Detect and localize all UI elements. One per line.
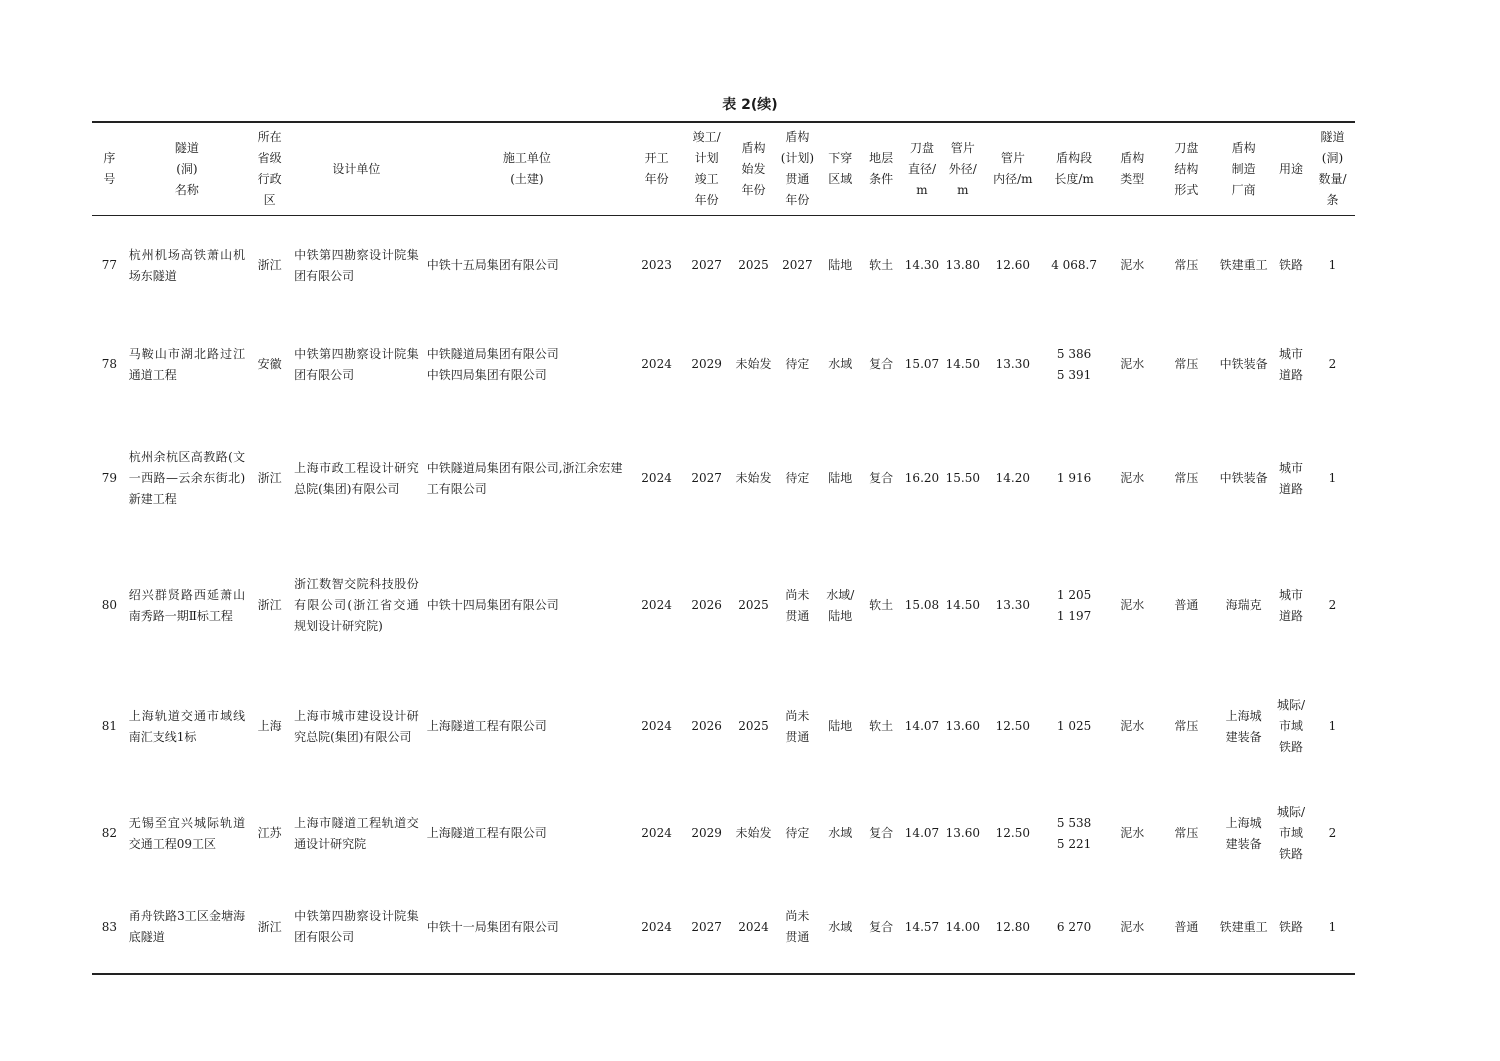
cell-through: 尚未 贯通	[785, 587, 810, 623]
cell-count: 1	[1328, 719, 1337, 733]
cell-inner: 12.50	[995, 826, 1031, 840]
cell-stratum: 软土	[869, 258, 894, 273]
column-header-15: 盾构 类型	[1107, 122, 1158, 216]
table-row	[92, 414, 1355, 544]
cell-design: 上海市政工程设计研究总院(集团)有限公司	[294, 460, 419, 496]
cell-stratum: 复合	[869, 826, 894, 840]
cell-form: 常压	[1174, 471, 1199, 485]
column-header-1: 隧道 (洞) 名称	[127, 122, 247, 216]
table-row	[92, 216, 1355, 316]
table-caption: 表 2(续)	[722, 97, 778, 113]
column-header-0: 序 号	[92, 122, 127, 216]
cell-builder: 上海隧道工程有限公司	[426, 719, 547, 733]
cell-cutter: 14.57	[903, 882, 942, 974]
cell-builder: 上海隧道工程有限公司	[426, 826, 547, 840]
cell-inner: 12.50	[995, 719, 1031, 733]
cell-start: 2024	[633, 882, 680, 974]
cell-through: 尚未 贯通	[785, 708, 810, 744]
cell-stratum: 复合	[869, 471, 894, 485]
table-row	[92, 668, 1355, 786]
cell-count: 2	[1328, 598, 1337, 612]
cell-builder: 中铁十一局集团有限公司	[421, 882, 633, 974]
table-row	[92, 544, 1355, 668]
column-header-9: 下穿 区域	[821, 122, 860, 216]
cell-type: 泥水	[1120, 598, 1145, 612]
cell-length: 1 916	[1056, 471, 1092, 485]
column-header-17: 盾构 制造 厂商	[1215, 122, 1272, 216]
cell-prov: 浙江	[257, 471, 282, 485]
cell-use: 城市 道路	[1279, 346, 1304, 382]
cell-through: 尚未 贯通	[774, 882, 821, 974]
cell-form: 常压	[1174, 826, 1199, 840]
cell-design: 中铁第四勘察设计院集团有限公司	[294, 247, 419, 283]
cell-use: 城际/ 市域 铁路	[1277, 698, 1306, 754]
cell-outer: 14.50	[945, 357, 980, 371]
cell-builder: 中铁十四局集团有限公司	[426, 598, 559, 612]
cell-finish: 2027	[691, 471, 722, 485]
cell-prov: 上海	[257, 719, 282, 733]
cell-stratum: 复合	[860, 882, 903, 974]
cell-use: 城市 道路	[1279, 460, 1304, 496]
cell-through: 待定	[785, 471, 810, 485]
cell-start: 2024	[641, 719, 672, 733]
column-header-12: 管片 外径/ m	[941, 122, 984, 216]
cell-launch: 未始发	[735, 357, 772, 371]
cell-finish: 2027	[680, 882, 733, 974]
table-body	[92, 216, 1355, 974]
column-header-5: 开工 年份	[633, 122, 680, 216]
cell-outer: 13.60	[945, 826, 980, 840]
cell-design: 上海市城市建设设计研究总院(集团)有限公司	[294, 708, 419, 744]
cell-length: 6 270	[1041, 882, 1106, 974]
cell-name: 杭州余杭区高教路(文一西路—云余东街北)新建工程	[128, 450, 246, 506]
cell-form: 普通	[1174, 598, 1199, 612]
cell-maker: 中铁装备	[1219, 471, 1268, 485]
cell-inner: 13.30	[995, 357, 1031, 371]
cell-area: 水域	[821, 882, 860, 974]
cell-start: 2024	[641, 471, 672, 485]
cell-no: 80	[101, 598, 117, 612]
cell-cutter: 15.08	[904, 598, 940, 612]
table-row	[92, 882, 1355, 974]
cell-name: 上海轨道交通市域线南汇支线1标	[128, 708, 246, 744]
cell-no: 83	[92, 882, 127, 974]
cell-finish: 2026	[691, 719, 722, 733]
cell-design: 浙江数智交院科技股份有限公司(浙江省交通规划设计研究院)	[294, 577, 419, 633]
cell-no: 79	[101, 471, 117, 485]
cell-builder: 中铁隧道局集团有限公司 中铁四局集团有限公司	[426, 346, 559, 382]
column-header-19: 隧道 (洞) 数量/ 条	[1310, 122, 1355, 216]
cell-cutter: 14.07	[904, 826, 940, 840]
cell-area: 陆地	[828, 258, 853, 273]
cell-cutter: 15.07	[904, 357, 940, 371]
cell-maker: 铁建重工	[1215, 882, 1272, 974]
column-header-8: 盾构 (计划) 贯通 年份	[774, 122, 821, 216]
cell-form: 常压	[1174, 357, 1199, 371]
cell-maker: 上海城 建装备	[1225, 708, 1262, 744]
cell-length: 4 068.7	[1051, 258, 1097, 273]
cell-through: 待定	[785, 826, 810, 840]
column-header-16: 刀盘 结构 形式	[1158, 122, 1215, 216]
cell-type: 泥水	[1120, 826, 1145, 840]
column-header-14: 盾构段 长度/m	[1041, 122, 1106, 216]
cell-through: 2027	[782, 258, 813, 273]
cell-start: 2024	[641, 357, 672, 371]
cell-area: 陆地	[828, 471, 853, 485]
table-row	[92, 316, 1355, 414]
cell-design: 中铁第四勘察设计院集团有限公司	[294, 346, 419, 382]
cell-count: 1	[1310, 882, 1355, 974]
cell-count: 2	[1328, 357, 1337, 371]
column-header-13: 管片 内径/m	[984, 122, 1041, 216]
cell-no: 77	[101, 258, 117, 273]
cell-launch: 未始发	[735, 826, 772, 840]
cell-area: 水域	[828, 357, 853, 371]
cell-maker: 海瑞克	[1225, 598, 1262, 612]
cell-start: 2024	[641, 826, 672, 840]
cell-no: 82	[101, 826, 117, 840]
column-header-11: 刀盘 直径/ m	[903, 122, 942, 216]
column-header-18: 用途	[1272, 122, 1310, 216]
cell-through: 待定	[785, 357, 810, 371]
column-header-4: 施工单位 (土建)	[421, 122, 633, 216]
cell-type: 泥水	[1120, 258, 1145, 273]
cell-use: 铁路	[1279, 258, 1304, 273]
cell-length: 5 386 5 391	[1056, 346, 1092, 382]
cell-type: 泥水	[1120, 471, 1145, 485]
cell-outer: 15.50	[945, 471, 980, 485]
cell-no: 78	[101, 357, 117, 371]
cell-design: 上海市隧道工程轨道交通设计研究院	[294, 815, 419, 851]
cell-use: 城市 道路	[1279, 587, 1304, 623]
cell-length: 1 025	[1056, 719, 1092, 733]
column-header-2: 所在 省级 行政 区	[247, 122, 292, 216]
cell-name: 马鞍山市湖北路过江通道工程	[128, 346, 246, 382]
cell-maker: 铁建重工	[1219, 258, 1268, 273]
cell-maker: 中铁装备	[1219, 357, 1268, 371]
cell-type: 泥水	[1120, 719, 1145, 733]
cell-form: 普通	[1158, 882, 1215, 974]
cell-design: 中铁第四勘察设计院集团有限公司	[292, 882, 421, 974]
cell-area: 水域/ 陆地	[826, 587, 855, 623]
column-header-6: 竣工/ 计划 竣工 年份	[680, 122, 733, 216]
cell-finish: 2029	[691, 826, 722, 840]
cell-outer: 14.50	[945, 598, 980, 612]
cell-name: 绍兴群贤路西延萧山南秀路一期Ⅱ标工程	[128, 587, 246, 623]
cell-no: 81	[101, 719, 117, 733]
cell-start: 2024	[641, 598, 672, 612]
cell-cutter: 16.20	[904, 471, 940, 485]
cell-outer: 13.60	[945, 719, 980, 733]
cell-launch: 2025	[738, 719, 769, 733]
cell-area: 水域	[828, 826, 853, 840]
cell-maker: 上海城 建装备	[1225, 815, 1262, 851]
cell-form: 常压	[1174, 719, 1199, 733]
cell-inner: 12.80	[984, 882, 1041, 974]
cell-start: 2023	[641, 258, 672, 273]
cell-launch: 2025	[738, 598, 769, 612]
cell-prov: 浙江	[257, 258, 282, 273]
cell-prov: 江苏	[257, 826, 282, 840]
cell-type: 泥水	[1107, 882, 1158, 974]
cell-name: 无锡至宜兴城际轨道交通工程09工区	[128, 815, 246, 851]
cell-launch: 2024	[733, 882, 774, 974]
cell-type: 泥水	[1120, 357, 1145, 371]
cell-length: 1 205 1 197	[1056, 587, 1092, 623]
cell-launch: 2025	[738, 258, 769, 273]
cell-count: 2	[1328, 826, 1337, 840]
cell-builder: 中铁隧道局集团有限公司,浙江余宏建工有限公司	[426, 460, 623, 496]
cell-count: 1	[1328, 258, 1337, 273]
cell-name: 杭州机场高铁萧山机场东隧道	[128, 247, 246, 283]
cell-form: 常压	[1174, 258, 1199, 273]
cell-finish: 2026	[691, 598, 722, 612]
cell-builder: 中铁十五局集团有限公司	[426, 258, 559, 273]
cell-inner: 13.30	[995, 598, 1031, 612]
cell-inner: 14.20	[995, 471, 1031, 485]
cell-inner: 12.60	[995, 258, 1031, 273]
cell-stratum: 复合	[869, 357, 894, 371]
cell-area: 陆地	[828, 719, 853, 733]
cell-outer: 13.80	[945, 258, 980, 273]
cell-finish: 2027	[691, 258, 722, 273]
cell-cutter: 14.07	[904, 719, 940, 733]
cell-stratum: 软土	[869, 719, 894, 733]
cell-launch: 未始发	[735, 471, 772, 485]
column-header-3: 设计单位	[292, 122, 421, 216]
cell-stratum: 软土	[869, 598, 894, 612]
cell-use: 城际/ 市域 铁路	[1277, 805, 1306, 861]
shield-tunnel-table	[92, 121, 1355, 975]
cell-prov: 浙江	[247, 882, 292, 974]
table-row	[92, 786, 1355, 882]
cell-finish: 2029	[691, 357, 722, 371]
column-header-7: 盾构 始发 年份	[733, 122, 774, 216]
cell-cutter: 14.30	[904, 258, 940, 273]
cell-outer: 14.00	[941, 882, 984, 974]
cell-length: 5 538 5 221	[1056, 815, 1092, 851]
cell-use: 铁路	[1272, 882, 1310, 974]
column-header-10: 地层 条件	[860, 122, 903, 216]
cell-prov: 安徽	[257, 357, 282, 371]
cell-prov: 浙江	[257, 598, 282, 612]
cell-count: 1	[1328, 471, 1337, 485]
cell-name: 甬舟铁路3工区金塘海底隧道	[127, 882, 247, 974]
header-row	[92, 122, 1355, 216]
